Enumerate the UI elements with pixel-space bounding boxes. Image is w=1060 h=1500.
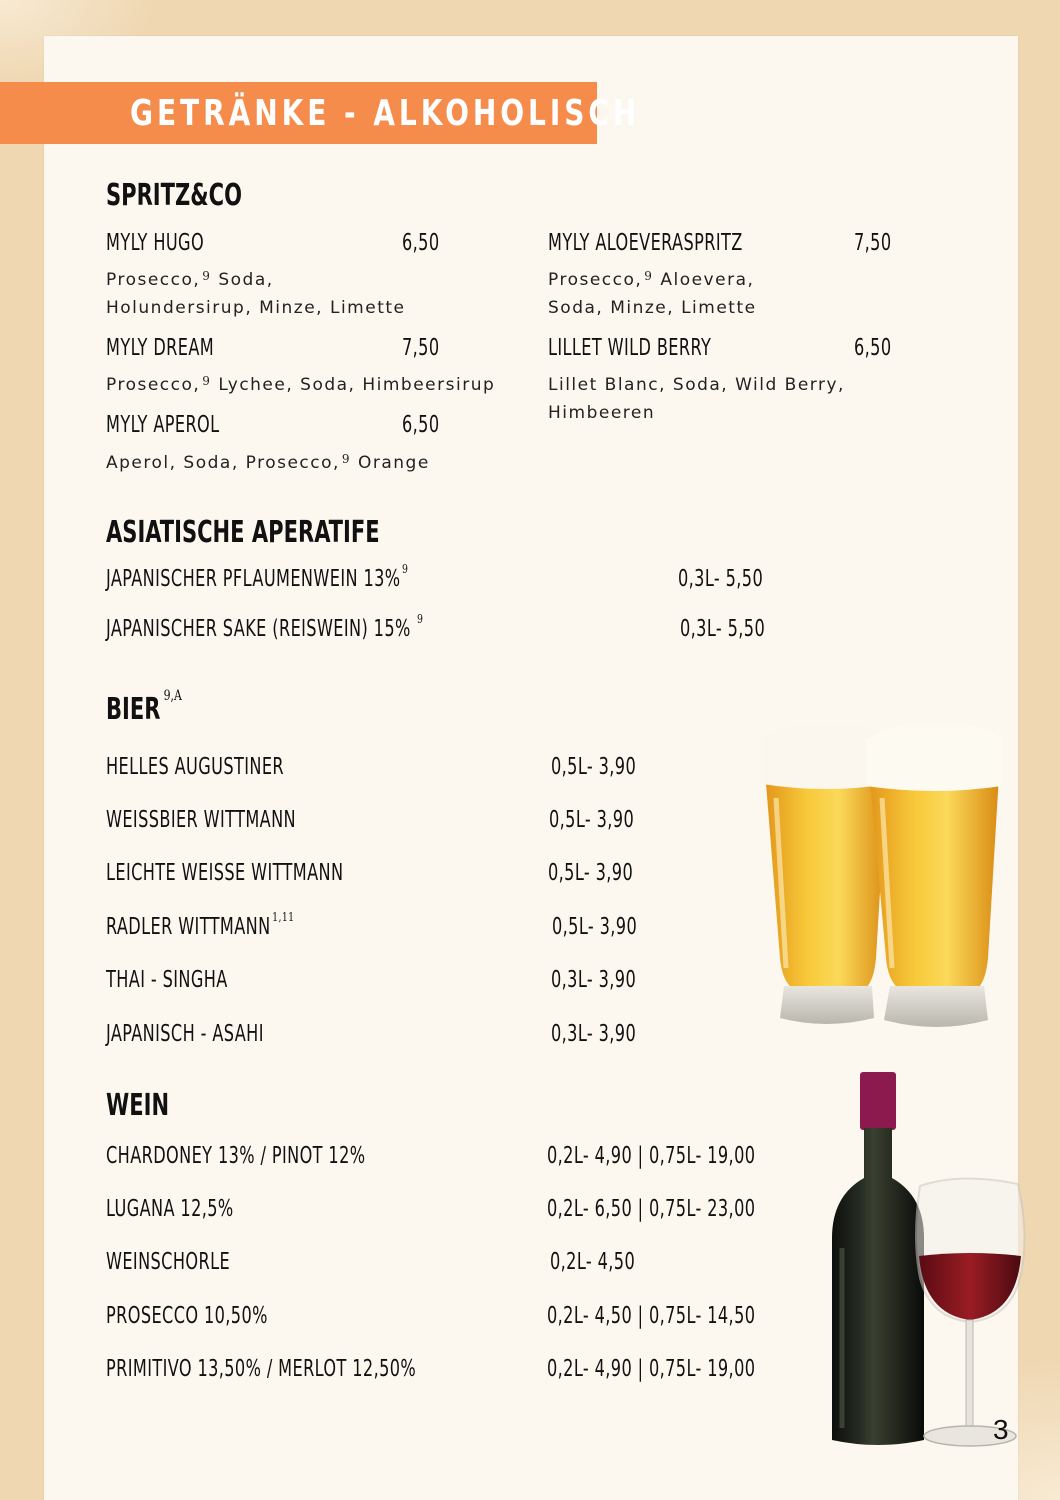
item-name-pflaumenwein: JAPANISCHER PFLAUMENWEIN 13% $^9$: [106, 562, 409, 592]
item-price-radler-wittmann: 0,5L- 3,90: [552, 914, 638, 940]
footnote-marker: 9: [202, 374, 212, 388]
item-price-lugana: 0,2L- 6,50 | 0,75L- 23,00: [547, 1196, 756, 1222]
item-price-helles-augustiner: 0,5L- 3,90: [551, 754, 637, 780]
item-name-sake: JAPANISCHER SAKE (REISWEIN) 15% $^9$: [106, 612, 424, 642]
item-name-chardoney-pinot: CHARDONEY 13% / PINOT 12%: [106, 1143, 366, 1169]
item-name-asahi: JAPANISCH - ASAHI: [106, 1021, 264, 1047]
wine-glass: [916, 1178, 1025, 1446]
item-price-lillet-wild-berry: 6,50: [854, 335, 892, 361]
item-desc-myly-aperol: Aperol, Soda, Prosecco, $^9$ Orange: [106, 452, 430, 473]
section-heading-asian: ASIATISCHE APERATIFE: [106, 515, 380, 550]
footnote-marker: 9: [202, 269, 212, 283]
item-price-myly-aloeveraspritz: 7,50: [854, 230, 892, 256]
section-heading-beer: BIER $^{9,A}$: [106, 688, 182, 727]
item-name-primitivo-merlot: PRIMITIVO 13,50% / MERLOT 12,50%: [106, 1356, 417, 1382]
footnote-marker: 9: [402, 562, 409, 576]
item-name-myly-aloeveraspritz: MYLY ALOEVERASPRITZ: [548, 230, 743, 256]
item-desc-myly-hugo: Prosecco, $^9$ Soda,: [106, 269, 274, 290]
footnote-marker: 9: [341, 452, 352, 466]
beer-glasses-image: [756, 718, 1010, 1042]
section-heading-wine: WEIN: [106, 1088, 170, 1123]
footnote-marker: 1,11: [272, 910, 295, 924]
footnote-marker: 9: [416, 612, 424, 626]
item-desc-lillet-wild-berry: Lillet Blanc, Soda, Wild Berry,: [548, 375, 845, 395]
page-title: GETRÄNKE - ALKOHOLISCH: [130, 93, 641, 134]
item-name-radler-wittmann: RADLER WITTMANN $^{1,11}$: [106, 910, 295, 940]
item-desc-lillet-wild-berry-line2: Himbeeren: [548, 403, 656, 423]
item-desc-myly-dream: Prosecco, $^9$ Lychee, Soda, Himbeersirup: [106, 374, 496, 395]
page-number: 3: [993, 1414, 1009, 1445]
item-desc-myly-aloeveraspritz: Prosecco, $^9$ Aloevera,: [548, 269, 755, 290]
item-price-chardoney-pinot: 0,2L- 4,90 | 0,75L- 19,00: [547, 1143, 756, 1169]
item-price-myly-hugo: 6,50: [402, 230, 440, 256]
item-price-pflaumenwein: 0,3L- 5,50: [678, 566, 764, 592]
item-name-leichte-weisse: LEICHTE WEISSE WITTMANN: [106, 860, 344, 886]
item-name-prosecco: PROSECCO 10,50%: [106, 1303, 268, 1329]
item-price-leichte-weisse: 0,5L- 3,90: [548, 860, 634, 886]
wine-bottle-image: [820, 1068, 1030, 1460]
item-price-primitivo-merlot: 0,2L- 4,90 | 0,75L- 19,00: [547, 1356, 756, 1382]
item-price-myly-dream: 7,50: [402, 335, 440, 361]
item-price-myly-aperol: 6,50: [402, 412, 440, 438]
item-desc-myly-aloeveraspritz-line2: Soda, Minze, Limette: [548, 298, 757, 318]
item-desc-myly-hugo-line2: Holundersirup, Minze, Limette: [106, 298, 406, 318]
item-name-myly-aperol: MYLY APEROL: [106, 412, 220, 438]
item-name-weinschorle: WEINSCHORLE: [106, 1249, 231, 1275]
item-price-thai-singha: 0,3L- 3,90: [551, 967, 637, 993]
item-price-asahi: 0,3L- 3,90: [551, 1021, 637, 1047]
item-name-helles-augustiner: HELLES AUGUSTINER: [106, 754, 285, 780]
section-heading-spritz: SPRITZ&CO: [106, 178, 242, 213]
item-name-thai-singha: THAI - SINGHA: [106, 967, 228, 993]
item-price-sake: 0,3L- 5,50: [680, 616, 766, 642]
item-name-lillet-wild-berry: LILLET WILD BERRY: [548, 335, 712, 361]
item-price-prosecco: 0,2L- 4,50 | 0,75L- 14,50: [547, 1303, 756, 1329]
footnote-marker: 9,A: [163, 688, 182, 704]
wine-bottle: [832, 1072, 924, 1445]
beer-glass-right: [866, 724, 1002, 1027]
item-price-weissbier-wittmann: 0,5L- 3,90: [549, 807, 635, 833]
item-price-weinschorle: 0,2L- 4,50: [550, 1249, 636, 1275]
item-name-myly-hugo: MYLY HUGO: [106, 230, 205, 256]
item-name-weissbier-wittmann: WEISSBIER WITTMANN: [106, 807, 297, 833]
item-name-myly-dream: MYLY DREAM: [106, 335, 215, 361]
footnote-marker: 9: [644, 269, 654, 283]
item-name-lugana: LUGANA 12,5%: [106, 1196, 234, 1222]
